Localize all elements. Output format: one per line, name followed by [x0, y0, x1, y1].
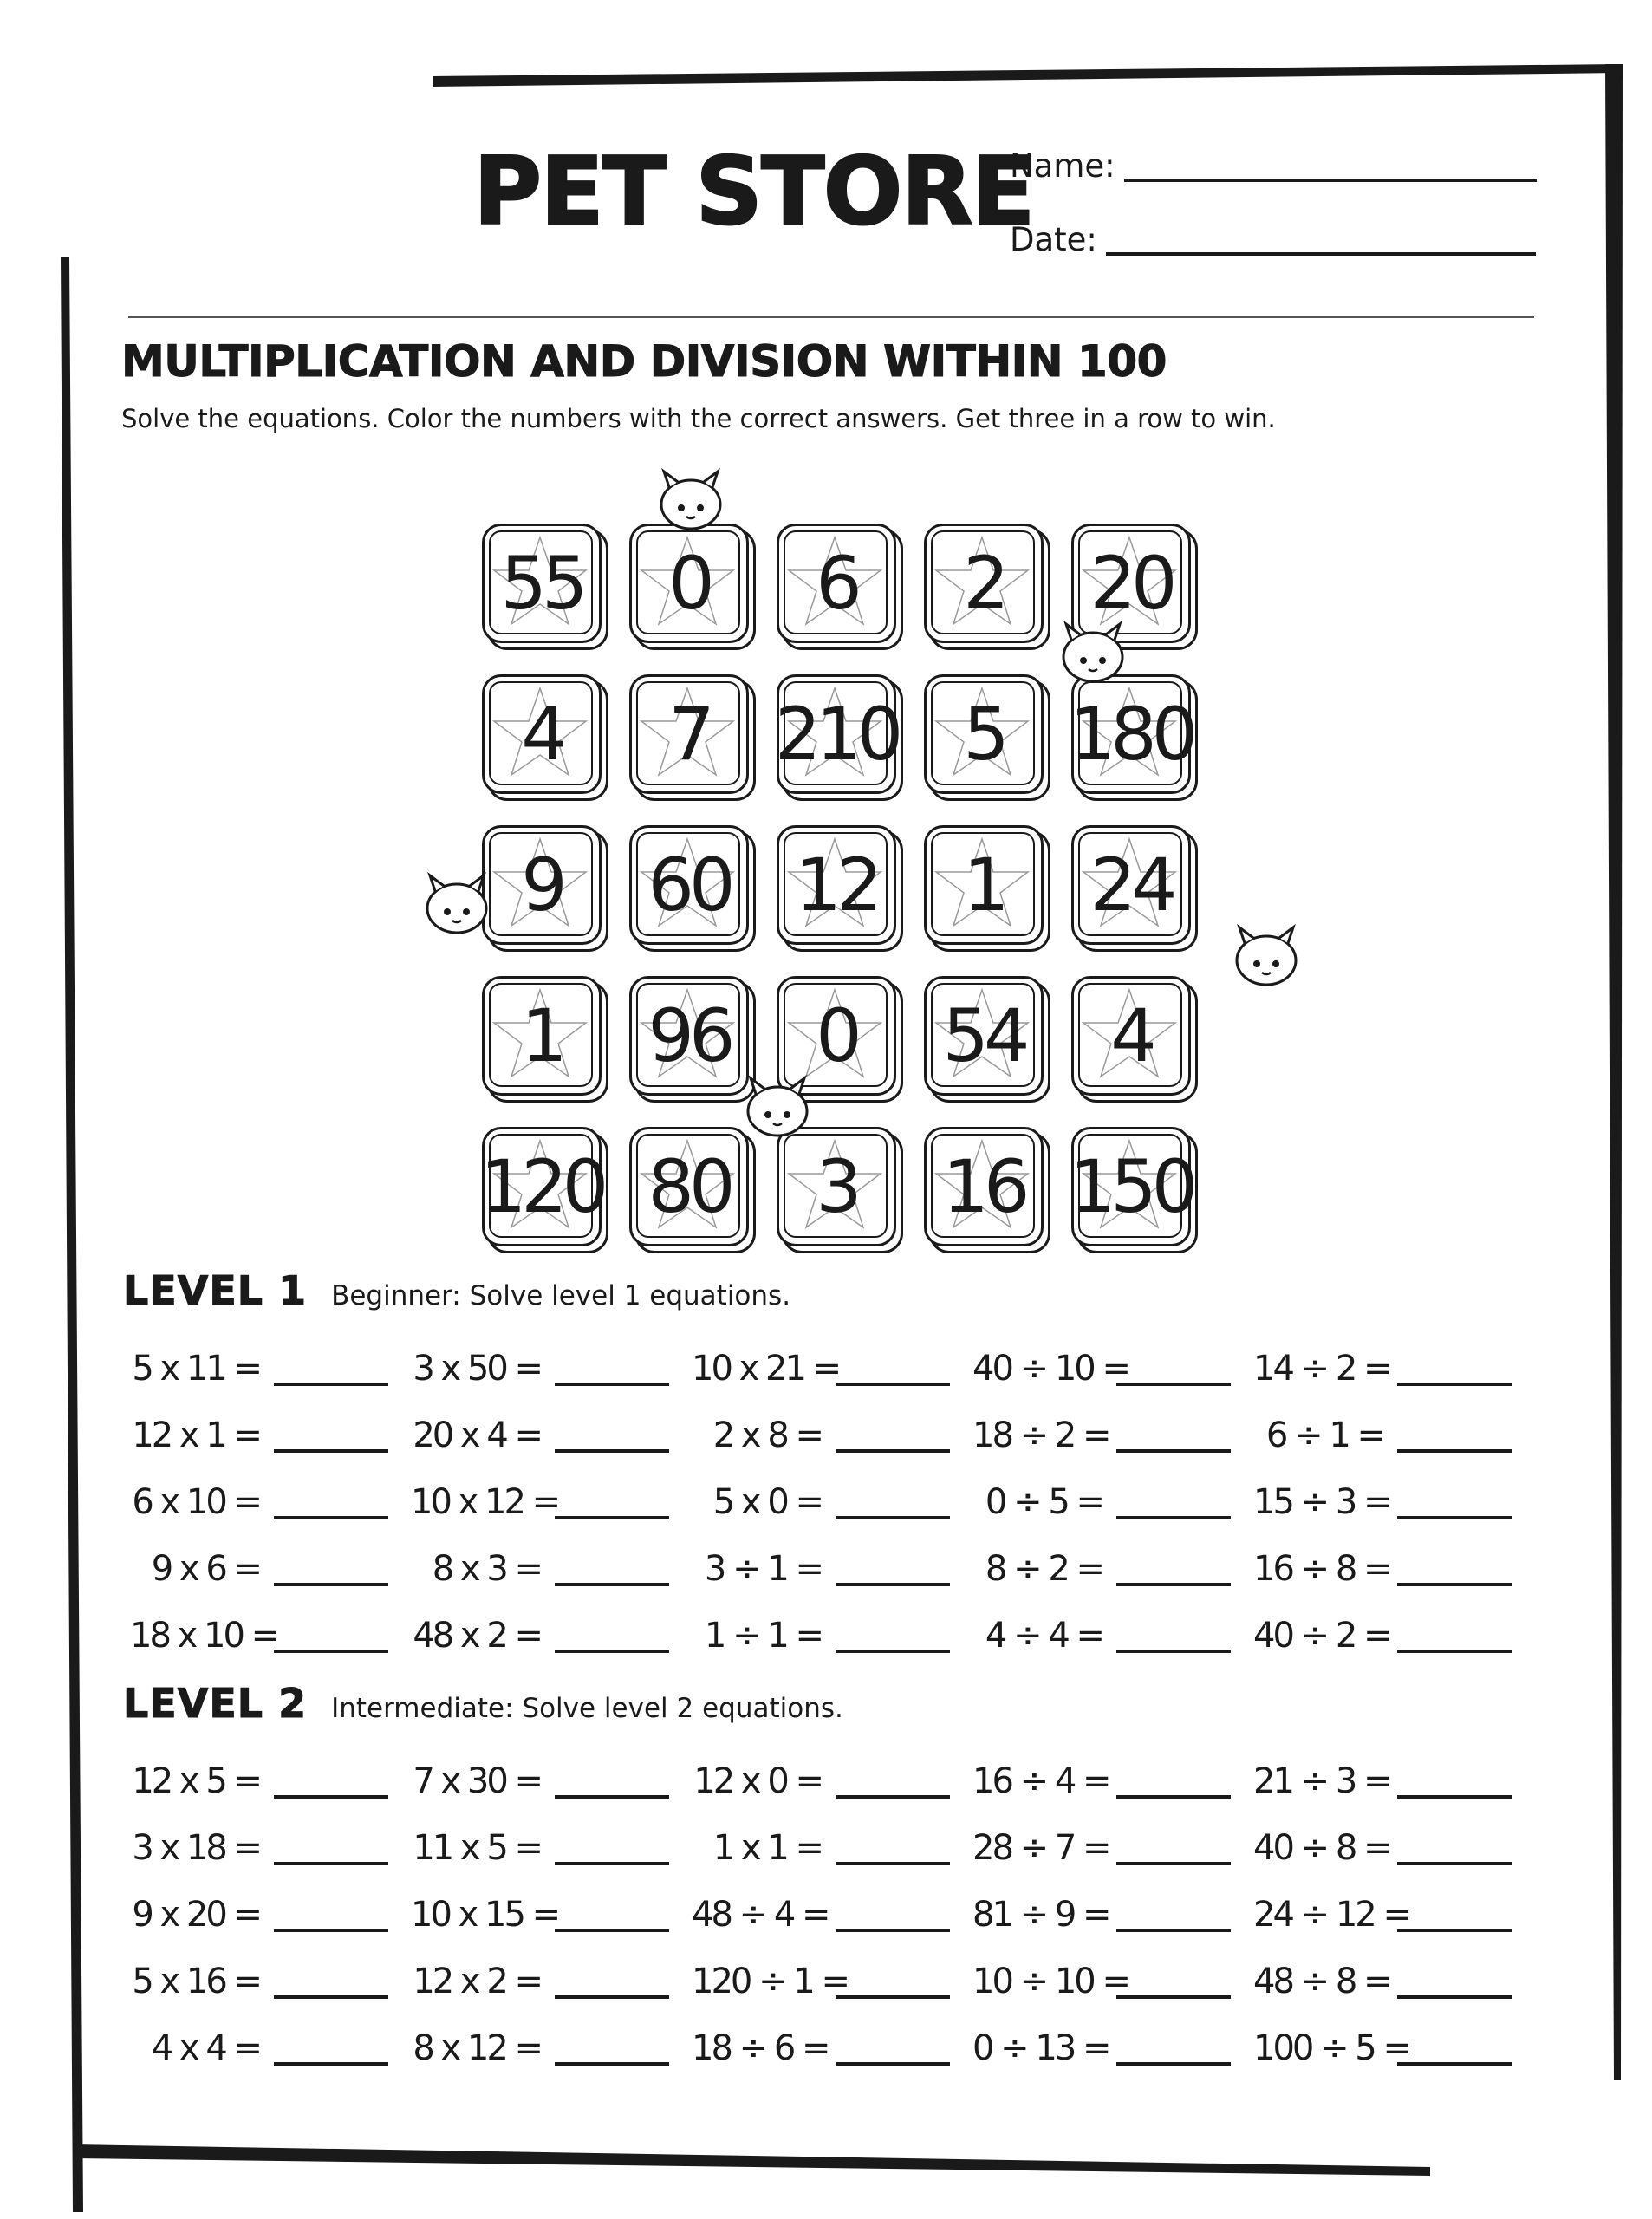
equation	[130, 1937, 411, 2004]
equation	[972, 1591, 1253, 1658]
cell-number: 3	[816, 1144, 857, 1229]
equation	[972, 1525, 1253, 1591]
cell-number: 120	[479, 1144, 604, 1229]
answer-blank[interactable]	[836, 1650, 950, 1653]
board-cell[interactable]	[774, 674, 905, 803]
equation-expression: 18 ÷ 2 =	[972, 1415, 1109, 1455]
board-cell[interactable]	[482, 825, 610, 953]
board-cell[interactable]	[777, 1127, 905, 1255]
equation	[692, 1391, 972, 1458]
equation	[1253, 1591, 1534, 1658]
equation	[130, 1525, 411, 1591]
equation-expression: 0 ÷ 13 =	[972, 2028, 1109, 2068]
board-cell[interactable]	[924, 524, 1052, 652]
equation	[972, 1458, 1253, 1525]
equation-expression: 40 ÷ 8 =	[1253, 1828, 1390, 1868]
equation	[130, 1324, 411, 1391]
board-cell[interactable]	[924, 1127, 1052, 1255]
equation	[1253, 1871, 1534, 1937]
critter-icon	[1227, 921, 1305, 990]
name-label: Name:	[1010, 147, 1115, 185]
answer-blank[interactable]	[274, 1795, 388, 1799]
equation-expression: 8 x 3 =	[432, 1549, 541, 1589]
equation	[130, 1591, 411, 1658]
board-cell[interactable]	[1071, 1127, 1200, 1255]
cell-number: 0	[668, 541, 710, 626]
equation	[130, 1871, 411, 1937]
cell-number: 55	[500, 541, 583, 626]
equation	[1253, 1804, 1534, 1871]
equation-expression: 5 x 16 =	[132, 1962, 260, 2001]
critter-icon	[418, 869, 496, 938]
equation-expression: 10 x 21 =	[692, 1349, 840, 1389]
cell-number: 24	[1089, 843, 1173, 927]
cell-number: 150	[1069, 1144, 1193, 1229]
answer-blank[interactable]	[1397, 1449, 1512, 1453]
date-line[interactable]	[1106, 218, 1536, 256]
equation-expression: 16 ÷ 8 =	[1253, 1549, 1390, 1589]
answer-blank[interactable]	[836, 1583, 950, 1586]
equation	[1253, 1391, 1534, 1458]
equation	[1253, 1737, 1534, 1804]
answer-blank[interactable]	[1116, 1516, 1231, 1519]
equation-expression: 9 x 6 =	[151, 1549, 260, 1589]
equation	[130, 2004, 411, 2071]
equation	[411, 2004, 692, 2071]
equation-expression: 100 ÷ 5 =	[1253, 2028, 1409, 2068]
critter-icon	[738, 1071, 816, 1141]
answer-blank[interactable]	[555, 1583, 669, 1586]
level-2-subtitle: Intermediate: Solve level 2 equations.	[331, 1693, 843, 1724]
answer-blank[interactable]	[1397, 1929, 1512, 1932]
board-cell[interactable]	[629, 524, 758, 652]
cell-number: 2	[963, 541, 1005, 626]
cell-number: 20	[1089, 541, 1173, 626]
equation-expression: 20 x 4 =	[413, 1415, 541, 1455]
equation	[692, 1737, 972, 1804]
equation-expression: 10 x 15 =	[411, 1895, 559, 1935]
answer-blank[interactable]	[1116, 1929, 1231, 1932]
board-cell[interactable]	[1071, 674, 1200, 803]
answer-blank[interactable]	[1116, 1995, 1231, 1999]
equation-expression: 5 x 0 =	[712, 1482, 822, 1522]
equation-expression: 3 ÷ 1 =	[704, 1549, 822, 1589]
equation-expression: 120 ÷ 1 =	[692, 1962, 848, 2001]
equation	[411, 1737, 692, 1804]
answer-blank[interactable]	[274, 2062, 388, 2066]
answer-blank[interactable]	[274, 1516, 388, 1519]
answer-blank[interactable]	[1397, 1795, 1512, 1799]
equation-expression: 18 x 10 =	[130, 1616, 278, 1656]
section-heading: MULTIPLICATION AND DIVISION WITHIN 100	[121, 336, 1167, 387]
answer-blank[interactable]	[1397, 1516, 1512, 1519]
answer-blank[interactable]	[555, 1995, 669, 1999]
frame-right-edge	[1605, 64, 1623, 2080]
level-1-header	[123, 1267, 790, 1314]
board-cell[interactable]	[482, 976, 610, 1104]
frame-bottom-edge	[73, 2144, 1430, 2176]
level-1-title: LEVEL 1	[123, 1267, 308, 1314]
board-cell[interactable]	[777, 524, 905, 652]
equation	[1253, 1458, 1534, 1525]
answer-blank[interactable]	[1116, 1583, 1231, 1586]
equation	[972, 1737, 1253, 1804]
equation	[692, 1591, 972, 1658]
equation-expression: 3 x 50 =	[413, 1349, 541, 1389]
answer-blank[interactable]	[555, 2062, 669, 2066]
equation	[692, 1937, 972, 2004]
equation-expression: 40 ÷ 10 =	[972, 1349, 1128, 1389]
equation	[972, 1937, 1253, 2004]
equation	[411, 1458, 692, 1525]
answer-blank[interactable]	[274, 1449, 388, 1453]
equation	[1253, 2004, 1534, 2071]
equation-expression: 1 ÷ 1 =	[704, 1616, 822, 1656]
cell-number: 4	[1110, 993, 1152, 1078]
board-cell[interactable]	[629, 825, 758, 953]
date-label: Date:	[1010, 221, 1097, 258]
equation-expression: 21 ÷ 3 =	[1253, 1761, 1390, 1801]
board-cell[interactable]	[629, 674, 758, 803]
equation-expression: 7 x 30 =	[413, 1761, 541, 1801]
equation	[692, 1804, 972, 1871]
equation	[411, 1391, 692, 1458]
answer-blank[interactable]	[555, 1650, 669, 1653]
equation	[972, 1391, 1253, 1458]
equation-expression: 8 x 12 =	[413, 2028, 541, 2068]
level-2-title: LEVEL 2	[123, 1680, 308, 1727]
answer-blank[interactable]	[836, 1795, 950, 1799]
board-cell[interactable]	[1071, 976, 1200, 1104]
cell-number: 210	[774, 692, 899, 777]
critter-icon	[652, 465, 730, 534]
cell-number: 16	[942, 1144, 1025, 1229]
answer-blank[interactable]	[836, 1516, 950, 1519]
cell-number: 1	[963, 843, 1005, 927]
answer-blank[interactable]	[274, 1995, 388, 1999]
cell-number: 12	[795, 843, 878, 927]
critter-icon	[1054, 617, 1132, 687]
number-board	[479, 524, 1201, 1269]
equation	[1253, 1937, 1534, 2004]
answer-blank[interactable]	[555, 1862, 669, 1865]
equation-expression: 48 ÷ 8 =	[1253, 1962, 1390, 2001]
cell-number: 60	[647, 843, 731, 927]
equation-expression: 10 ÷ 10 =	[972, 1962, 1128, 2001]
equation-expression: 24 ÷ 12 =	[1253, 1895, 1409, 1935]
board-cell[interactable]	[1071, 825, 1200, 953]
cell-number: 5	[963, 692, 1005, 777]
equation-expression: 6 x 10 =	[132, 1482, 260, 1522]
equation	[692, 1871, 972, 1937]
header-divider	[128, 316, 1534, 318]
equation-expression: 10 x 12 =	[411, 1482, 559, 1522]
board-cell[interactable]	[924, 825, 1052, 953]
answer-blank[interactable]	[555, 1516, 669, 1519]
answer-blank[interactable]	[274, 1862, 388, 1865]
cell-number: 9	[521, 843, 563, 927]
equation	[130, 1737, 411, 1804]
date-field[interactable]	[1010, 204, 1536, 256]
equation	[411, 1525, 692, 1591]
equation-expression: 9 x 20 =	[132, 1895, 260, 1935]
equation-expression: 12 x 2 =	[413, 1962, 541, 2001]
answer-blank[interactable]	[1116, 1795, 1231, 1799]
equation	[972, 1324, 1253, 1391]
equation-expression: 48 x 2 =	[413, 1616, 541, 1656]
answer-blank[interactable]	[836, 1449, 950, 1453]
equation	[972, 1871, 1253, 1937]
equation-expression: 5 x 11 =	[132, 1349, 260, 1389]
answer-blank[interactable]	[555, 1383, 669, 1386]
equation	[130, 1391, 411, 1458]
equation	[130, 1458, 411, 1525]
equation-expression: 12 x 1 =	[132, 1415, 260, 1455]
equation	[972, 1804, 1253, 1871]
level-1-equations	[130, 1324, 1534, 1658]
answer-blank[interactable]	[1397, 1995, 1512, 1999]
frame-top-edge	[433, 64, 1621, 87]
cell-number: 180	[1069, 692, 1193, 777]
equation	[692, 1458, 972, 1525]
answer-blank[interactable]	[555, 1929, 669, 1932]
equation	[1253, 1324, 1534, 1391]
board-cell[interactable]	[924, 674, 1052, 803]
answer-blank[interactable]	[1116, 1383, 1231, 1386]
board-cell[interactable]	[479, 1127, 610, 1255]
answer-blank[interactable]	[555, 1795, 669, 1799]
answer-blank[interactable]	[1397, 1862, 1512, 1865]
equation-expression: 4 x 4 =	[151, 2028, 260, 2068]
answer-blank[interactable]	[274, 1583, 388, 1586]
equation	[411, 1591, 692, 1658]
answer-blank[interactable]	[836, 1862, 950, 1865]
answer-blank[interactable]	[274, 1383, 388, 1386]
board-cell[interactable]	[482, 524, 610, 652]
level-1-subtitle: Beginner: Solve level 1 equations.	[331, 1280, 791, 1311]
equation-expression: 40 ÷ 2 =	[1253, 1616, 1390, 1656]
cell-number: 80	[647, 1144, 731, 1229]
equation-expression: 3 x 18 =	[132, 1828, 260, 1868]
level-2-header	[123, 1680, 843, 1727]
equation	[411, 1324, 692, 1391]
answer-blank[interactable]	[1397, 1583, 1512, 1586]
answer-blank[interactable]	[1116, 1862, 1231, 1865]
equation-expression: 6 ÷ 1 =	[1265, 1415, 1383, 1455]
board-cell[interactable]	[629, 1127, 758, 1255]
equation	[411, 1804, 692, 1871]
equation	[692, 2004, 972, 2071]
equation	[1253, 1525, 1534, 1591]
answer-blank[interactable]	[555, 1449, 669, 1453]
answer-blank[interactable]	[1397, 1650, 1512, 1653]
answer-blank[interactable]	[836, 1995, 950, 1999]
equation-expression: 8 ÷ 2 =	[985, 1549, 1102, 1589]
answer-blank[interactable]	[1116, 1650, 1231, 1653]
equation-expression: 28 ÷ 7 =	[972, 1828, 1109, 1868]
equation-expression: 11 x 5 =	[413, 1828, 541, 1868]
cell-number: 54	[942, 993, 1025, 1078]
equation	[692, 1324, 972, 1391]
answer-blank[interactable]	[836, 2062, 950, 2066]
equation-expression: 15 ÷ 3 =	[1253, 1482, 1390, 1522]
name-field[interactable]	[1010, 130, 1537, 185]
name-line[interactable]	[1124, 144, 1537, 182]
equation-expression: 16 ÷ 4 =	[972, 1761, 1109, 1801]
equation-expression: 48 ÷ 4 =	[692, 1895, 829, 1935]
equation	[692, 1525, 972, 1591]
equation-expression: 81 ÷ 9 =	[972, 1895, 1109, 1935]
answer-blank[interactable]	[836, 1383, 950, 1386]
equation-expression: 2 x 8 =	[712, 1415, 822, 1455]
answer-blank[interactable]	[1397, 1383, 1512, 1386]
equation	[130, 1804, 411, 1871]
page-title: PET STORE	[473, 138, 1034, 246]
instructions: Solve the equations. Color the numbers with the correct answers. Get three in a row to win.	[121, 404, 1276, 433]
equation	[411, 1937, 692, 2004]
equation-expression: 12 x 5 =	[132, 1761, 260, 1801]
answer-blank[interactable]	[1116, 2062, 1231, 2066]
equation	[972, 2004, 1253, 2071]
frame-left-edge	[61, 257, 83, 2212]
cell-number: 7	[668, 692, 710, 777]
cell-number: 1	[521, 993, 563, 1078]
equation-expression: 18 ÷ 6 =	[692, 2028, 829, 2068]
cell-number: 4	[521, 692, 563, 777]
level-2-equations	[130, 1737, 1534, 2071]
board-cell[interactable]	[482, 674, 610, 803]
answer-blank[interactable]	[1116, 1449, 1231, 1453]
equation-expression: 0 ÷ 5 =	[985, 1482, 1102, 1522]
equation-expression: 12 x 0 =	[693, 1761, 822, 1801]
answer-blank[interactable]	[1397, 2062, 1512, 2066]
answer-blank[interactable]	[836, 1929, 950, 1932]
cell-number: 96	[647, 993, 731, 1078]
equation-expression: 1 x 1 =	[712, 1828, 822, 1868]
cell-number: 0	[816, 993, 857, 1078]
board-cell[interactable]	[924, 976, 1052, 1104]
equation-expression: 4 ÷ 4 =	[985, 1616, 1102, 1656]
answer-blank[interactable]	[274, 1650, 388, 1653]
equation	[411, 1871, 692, 1937]
answer-blank[interactable]	[274, 1929, 388, 1932]
board-cell[interactable]	[777, 825, 905, 953]
equation-expression: 14 ÷ 2 =	[1253, 1349, 1390, 1389]
cell-number: 6	[816, 541, 857, 626]
